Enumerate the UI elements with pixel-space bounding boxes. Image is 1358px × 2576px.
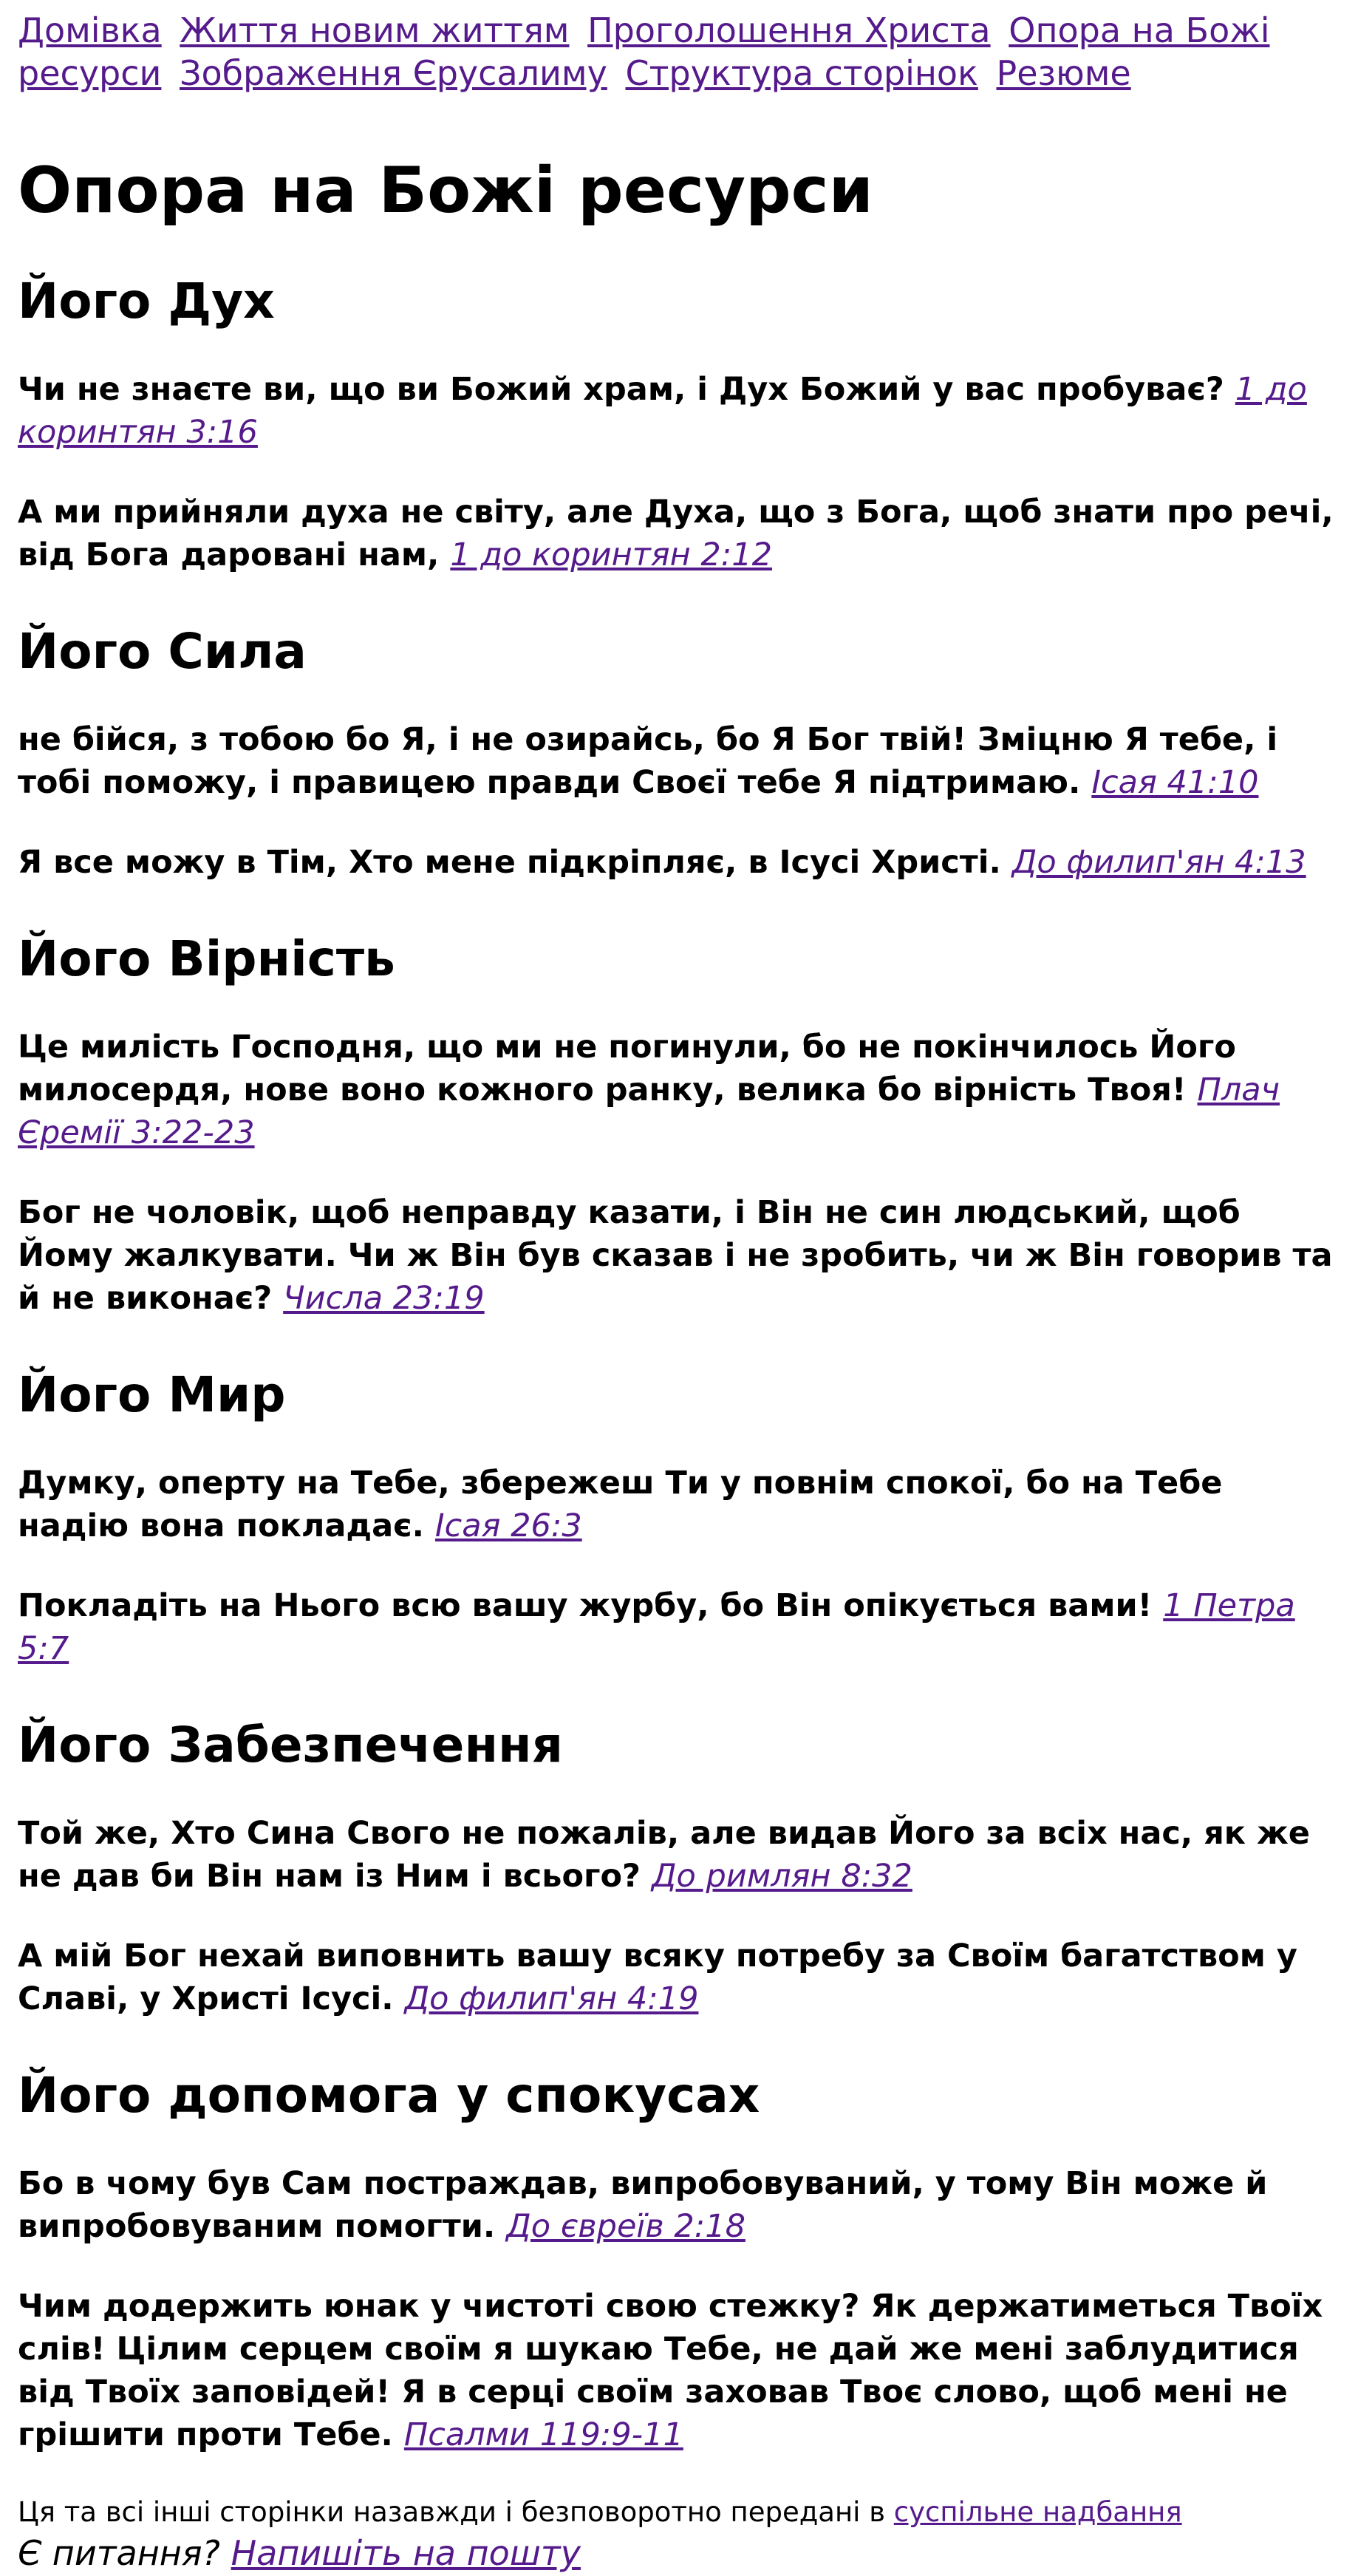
verse-reference-link[interactable]: До филип'ян 4:19: [404, 1980, 699, 2017]
verse-text: Чим додержить юнак у чистоті свою стежку? Як держатиметься Твоїх слів! Цілим серцем своїм я шукаю Тебе, не дай же мені заблудитися від Твоїх заповідей! Я в серці своїм заховав Твоє слово, щоб мені не грішити проти Тебе.: [18, 2288, 1323, 2453]
footer: [18, 2493, 1340, 2575]
section-heading: Його Сила: [18, 623, 307, 680]
question-text: Є питання?: [18, 2533, 220, 2573]
verse: [18, 2285, 1340, 2456]
verse: [18, 2162, 1340, 2248]
top-navigation: [18, 9, 1340, 95]
verse-text: не бійся, з тобою бо Я, і не озирайсь, бо Я Бог твій! Зміцню Я тебе, і тобі поможу, і правицею правди Своєї тебе Я підтримаю.: [18, 721, 1278, 801]
verse-reference-link[interactable]: 1 Петра 5:7: [18, 1587, 1295, 1667]
verse-reference-link[interactable]: До филип'ян 4:13: [1011, 844, 1306, 881]
section-power: [18, 622, 1340, 884]
section-provision: [18, 1716, 1340, 2020]
verse: [18, 718, 1340, 804]
verse-text: Бо в чому був Сам постраждав, випробовуваний, у тому Він може й випробовуваним помогти.: [18, 2165, 1268, 2245]
nav-link-proclaiming-christ[interactable]: Проголошення Христа: [587, 10, 991, 50]
verse-reference-link[interactable]: Плач Єремії 3:22-23: [18, 1071, 1280, 1151]
verse-reference-link[interactable]: 1 до коринтян 3:16: [18, 371, 1307, 451]
verse: [18, 1191, 1340, 1320]
nav-link-page-structure[interactable]: Структура сторінок: [625, 53, 978, 93]
nav-link-gods-resources[interactable]: Опора на Божі ресурси: [18, 10, 1270, 93]
verse-reference-link[interactable]: До євреїв 2:18: [506, 2208, 745, 2245]
verse-reference-link[interactable]: Ісая 26:3: [434, 1507, 582, 1544]
verse-reference-link[interactable]: До римлян 8:32: [651, 1858, 912, 1895]
section-faithfulness: [18, 930, 1340, 1320]
verse-text: А мій Бог нехай виповнить вашу всяку потребу за Своїм багатством у Славі, у Христі Ісусі.: [18, 1938, 1297, 2017]
verse: [18, 1462, 1340, 1547]
verse: [18, 1026, 1340, 1154]
section-heading: Його допомога у спокусах: [18, 2067, 760, 2124]
section-peace: [18, 1366, 1340, 1670]
verse-text: А ми прийняли духа не світу, але Духа, що з Бога, щоб знати про речі, від Бога даровані нам,: [18, 494, 1334, 573]
contact-line: [18, 2532, 1340, 2575]
nav-link-home[interactable]: Домівка: [18, 10, 162, 50]
section-heading: Його Забезпечення: [18, 1717, 564, 1773]
public-domain-link[interactable]: суспільне надбання: [893, 2496, 1182, 2528]
verse-reference-link[interactable]: Числа 23:19: [283, 1280, 485, 1317]
verse: [18, 841, 1340, 884]
verse: [18, 1935, 1340, 2020]
verse-text: Той же, Хто Сина Свого не пожалів, але видав Його за всіх нас, як же не дав би Він нам із Ним і всього?: [18, 1815, 1310, 1895]
nav-link-jerusalem-image[interactable]: Зображення Єрусалиму: [180, 53, 607, 93]
verse: [18, 368, 1340, 454]
verse: [18, 491, 1340, 576]
nav-link-new-life[interactable]: Життя новим життям: [180, 10, 570, 50]
verse-text: Я все можу в Тім, Хто мене підкріпляє, в Ісусі Христі.: [18, 844, 1001, 881]
license-notice: [18, 2493, 1340, 2532]
section-help-in-temptation: [18, 2066, 1340, 2456]
verse-text: Це милість Господня, що ми не погинули, бо не покінчилось Його милосердя, нове воно кожного ранку, велика бо вірність Твоя!: [18, 1029, 1236, 1108]
section-spirit: [18, 272, 1340, 576]
section-heading: Його Вірність: [18, 930, 395, 987]
verse-text: Бог не чоловік, щоб неправду казати, і Він не син людський, щоб Йому жалкувати. Чи ж Він був сказав і не зробить, чи ж Він говорив та й не виконає?: [18, 1194, 1333, 1317]
verse: [18, 1812, 1340, 1898]
section-heading: Його Дух: [18, 273, 275, 330]
verse-reference-link[interactable]: Псалми 119:9-11: [403, 2416, 683, 2453]
license-text: Ця та всі інші сторінки назавжди і безповоротно передані в: [18, 2496, 886, 2528]
verse-reference-link[interactable]: Ісая 41:10: [1091, 764, 1259, 801]
nav-link-summary[interactable]: Резюме: [996, 53, 1131, 93]
verse-text: Покладіть на Нього всю вашу журбу, бо Він опікується вами!: [18, 1587, 1153, 1624]
email-link[interactable]: Напишіть на пошту: [231, 2533, 581, 2573]
verse-text: Чи не знаєте ви, що ви Божий храм, і Дух Божий у вас пробуває?: [18, 371, 1224, 408]
verse: [18, 1584, 1340, 1670]
verse-text: Думку, оперту на Тебе, збережеш Ти у повнім спокої, бо на Тебе надію вона покладає.: [18, 1465, 1223, 1544]
section-heading: Його Мир: [18, 1366, 286, 1423]
page-title: Опора на Божі ресурси: [18, 154, 873, 228]
verse-reference-link[interactable]: 1 до коринтян 2:12: [450, 536, 772, 573]
